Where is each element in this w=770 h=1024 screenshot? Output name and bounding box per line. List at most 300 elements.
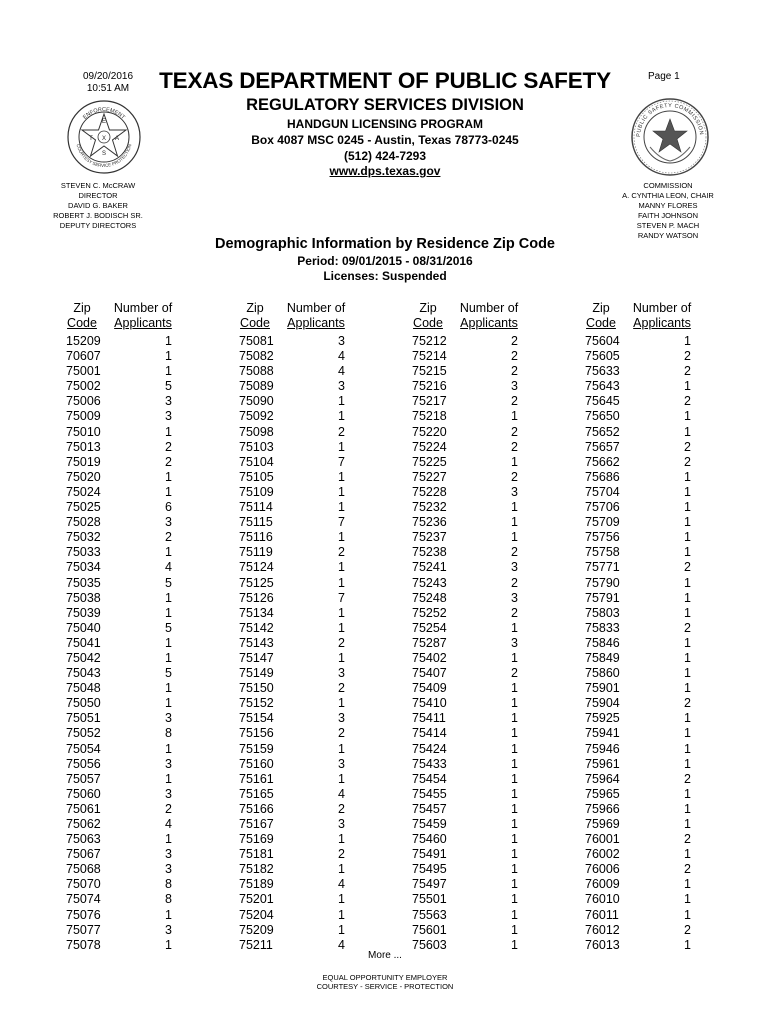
table-row (581, 591, 711, 606)
applicant-count-cell: 7 (338, 454, 345, 469)
applicant-count-cell: 3 (165, 786, 172, 801)
applicant-count-cell: 1 (165, 364, 172, 379)
zip-code-cell: 75060 (66, 786, 101, 801)
zip-code-cell: 75407 (412, 666, 447, 681)
seal-letter: A (114, 136, 120, 142)
applicant-count-cell: 1 (684, 711, 691, 726)
zip-code-cell: 75002 (66, 379, 101, 394)
zip-code-cell: 75704 (585, 484, 620, 499)
zip-table-column (408, 301, 538, 953)
table-row (581, 485, 711, 500)
applicant-count-cell: 2 (684, 364, 691, 379)
zip-code-cell: 75218 (412, 409, 447, 424)
zip-code-cell: 75074 (66, 892, 101, 907)
table-row (62, 440, 192, 455)
zip-code-cell: 75643 (585, 379, 620, 394)
applicant-count-cell: 1 (684, 545, 691, 560)
applicant-count-cell: 1 (684, 666, 691, 681)
applicant-count-cell: 1 (338, 484, 345, 499)
seal-letter: X (101, 136, 107, 142)
applicant-count-cell: 1 (338, 862, 345, 877)
zip-code-cell: 75025 (66, 500, 101, 515)
applicant-count-cell: 1 (511, 696, 518, 711)
applicant-count-cell: 1 (338, 620, 345, 635)
applicant-count-cell: 1 (338, 696, 345, 711)
zip-code-cell: 75424 (412, 741, 447, 756)
page-number: Page 1 (648, 71, 680, 82)
table-row (62, 379, 192, 394)
staff-line: RANDY WATSON (637, 231, 699, 240)
zip-code-cell: 75088 (239, 364, 274, 379)
zip-code-cell: 75040 (66, 620, 101, 635)
applicant-count-cell: 1 (165, 635, 172, 650)
zip-header-line2: Code (413, 316, 443, 330)
zip-code-cell: 75241 (412, 560, 447, 575)
staff-line: DEPUTY DIRECTORS (59, 221, 137, 230)
table-row (235, 696, 365, 711)
zip-code-cell: 75156 (239, 726, 274, 741)
applicant-count-cell: 3 (165, 756, 172, 771)
applicant-count-cell: 1 (511, 847, 518, 862)
applicant-count-cell: 1 (684, 424, 691, 439)
zip-code-cell: 75662 (585, 454, 620, 469)
applicant-count-cell: 3 (165, 862, 172, 877)
applicant-count-cell: 4 (338, 349, 345, 364)
zip-code-cell: 75849 (585, 650, 620, 665)
applicant-count-cell: 1 (338, 741, 345, 756)
applicants-header-line1: Number of (632, 301, 692, 315)
table-row (581, 470, 711, 485)
applicant-count-cell: 1 (165, 696, 172, 711)
zip-code-cell: 75215 (412, 364, 447, 379)
applicant-count-cell: 3 (338, 711, 345, 726)
zip-code-cell: 75709 (585, 515, 620, 530)
zip-code-cell: 75460 (412, 832, 447, 847)
staff-line: STEVEN C. McCRAW (60, 181, 136, 190)
table-row (581, 923, 711, 938)
applicant-count-cell: 3 (338, 756, 345, 771)
applicant-count-cell: 4 (338, 937, 345, 952)
applicant-count-cell: 2 (511, 605, 518, 620)
applicant-count-cell: 1 (684, 409, 691, 424)
zip-code-cell: 75236 (412, 515, 447, 530)
zip-code-cell: 75495 (412, 862, 447, 877)
applicant-count-cell: 8 (165, 892, 172, 907)
zip-code-cell: 75149 (239, 666, 274, 681)
zip-code-cell: 75189 (239, 877, 274, 892)
applicant-count-cell: 5 (165, 666, 172, 681)
zip-header-line2: Code (586, 316, 616, 330)
zip-code-cell: 75497 (412, 877, 447, 892)
applicant-count-cell: 2 (684, 454, 691, 469)
division-title: REGULATORY SERVICES DIVISION (246, 96, 524, 114)
zip-code-cell: 75166 (239, 801, 274, 816)
zip-code-cell: 75563 (412, 907, 447, 922)
zip-code-cell: 15209 (66, 334, 101, 348)
zip-code-cell: 75803 (585, 605, 620, 620)
table-row (581, 394, 711, 409)
zip-code-cell: 75051 (66, 711, 101, 726)
table-row (235, 606, 365, 621)
column-header (235, 301, 365, 333)
zip-code-cell: 75455 (412, 786, 447, 801)
applicant-count-cell: 2 (684, 439, 691, 454)
applicants-header (627, 301, 697, 331)
applicant-count-cell: 1 (338, 832, 345, 847)
applicant-count-cell: 1 (165, 349, 172, 364)
zip-code-cell: 75603 (412, 937, 447, 952)
table-row (581, 606, 711, 621)
zip-code-cell: 75076 (66, 907, 101, 922)
zip-code-cell: 75169 (239, 832, 274, 847)
table-row (62, 908, 192, 923)
table-row (62, 651, 192, 666)
zip-code-cell: 75109 (239, 484, 274, 499)
commission-list (612, 181, 724, 241)
applicant-count-cell: 2 (511, 334, 518, 348)
zip-code-cell: 75092 (239, 409, 274, 424)
table-row (581, 425, 711, 440)
applicant-count-cell: 1 (338, 575, 345, 590)
table-row (581, 334, 711, 349)
applicant-count-cell: 1 (511, 681, 518, 696)
staff-line: STEVEN P. MACH (636, 221, 700, 230)
staff-line: DIRECTOR (78, 191, 118, 200)
table-row (408, 621, 538, 636)
zip-code-cell: 75860 (585, 666, 620, 681)
license-status: Licenses: Suspended (323, 269, 447, 283)
zip-code-cell: 75686 (585, 469, 620, 484)
applicant-count-cell: 2 (165, 801, 172, 816)
applicant-count-cell: 3 (511, 379, 518, 394)
zip-code-cell: 75459 (412, 817, 447, 831)
table-row (62, 470, 192, 485)
applicant-count-cell: 2 (684, 771, 691, 786)
applicant-count-cell: 1 (684, 530, 691, 545)
table-row (408, 576, 538, 591)
zip-code-cell: 75601 (412, 922, 447, 937)
table-row (62, 591, 192, 606)
staff-line: A. CYNTHIA LEON, CHAIR (622, 191, 714, 200)
applicant-count-cell: 1 (338, 560, 345, 575)
zip-code-cell: 75758 (585, 545, 620, 560)
table-row (235, 621, 365, 636)
mailing-address: Box 4087 MSC 0245 - Austin, Texas 78773-0245 (251, 133, 519, 147)
applicant-count-cell: 1 (684, 756, 691, 771)
zip-code-cell: 75067 (66, 847, 101, 862)
zip-code-cell: 75089 (239, 379, 274, 394)
zip-code-cell: 75966 (585, 801, 620, 816)
table-row (62, 847, 192, 862)
table-row (408, 862, 538, 877)
applicant-count-cell: 1 (511, 650, 518, 665)
table-row (581, 364, 711, 379)
table-row (581, 379, 711, 394)
table-row (235, 636, 365, 651)
table-row (235, 787, 365, 802)
zip-code-cell: 75657 (585, 439, 620, 454)
table-row (581, 726, 711, 741)
table-row (235, 455, 365, 470)
applicant-count-cell: 3 (338, 334, 345, 348)
zip-code-cell: 75650 (585, 409, 620, 424)
applicants-header (454, 301, 524, 331)
zip-code-cell: 75706 (585, 500, 620, 515)
table-row (408, 485, 538, 500)
table-row (581, 651, 711, 666)
applicant-count-cell: 2 (511, 666, 518, 681)
table-row (62, 334, 192, 349)
zip-code-cell: 75501 (412, 892, 447, 907)
table-row (408, 455, 538, 470)
zip-code-cell: 76013 (585, 937, 620, 952)
table-row (62, 500, 192, 515)
applicant-count-cell: 1 (338, 892, 345, 907)
applicant-count-cell: 1 (165, 334, 172, 348)
applicant-count-cell: 2 (511, 469, 518, 484)
applicant-count-cell: 4 (165, 817, 172, 831)
table-row (581, 621, 711, 636)
staff-line: COMMISSION (643, 181, 693, 190)
applicant-count-cell: 4 (338, 877, 345, 892)
table-row (408, 470, 538, 485)
zip-code-cell: 75217 (412, 394, 447, 409)
zip-code-cell: 75126 (239, 590, 274, 605)
zip-code-cell: 75068 (66, 862, 101, 877)
zip-code-cell: 75220 (412, 424, 447, 439)
table-row (408, 742, 538, 757)
table-row (235, 349, 365, 364)
zip-code-cell: 75152 (239, 696, 274, 711)
zip-code-cell: 75165 (239, 786, 274, 801)
table-row (235, 892, 365, 907)
zip-code-cell: 75061 (66, 801, 101, 816)
zip-code-cell: 75116 (239, 530, 273, 545)
table-row (408, 530, 538, 545)
phone-number: (512) 424-7293 (343, 149, 427, 163)
table-row (408, 772, 538, 787)
table-row (62, 877, 192, 892)
report-title: Demographic Information by Residence Zip Code (215, 236, 555, 252)
zip-code-cell: 75433 (412, 756, 447, 771)
zip-code-cell: 76006 (585, 862, 620, 877)
applicant-count-cell: 5 (165, 379, 172, 394)
zip-code-cell: 75050 (66, 696, 101, 711)
applicant-count-cell: 1 (338, 771, 345, 786)
applicant-count-cell: 2 (684, 620, 691, 635)
table-row (62, 787, 192, 802)
applicant-count-cell: 1 (684, 500, 691, 515)
applicant-count-cell: 1 (511, 817, 518, 831)
seal-letter: E (101, 119, 107, 125)
table-row (581, 349, 711, 364)
table-row (62, 817, 192, 832)
table-row (408, 726, 538, 741)
table-row (581, 666, 711, 681)
zip-code-cell: 75756 (585, 530, 620, 545)
zip-header (62, 301, 102, 331)
zip-header-line1: Zip (73, 301, 91, 315)
zip-code-cell: 75201 (239, 892, 274, 907)
table-row (235, 908, 365, 923)
zip-header-line2: Code (240, 316, 270, 330)
table-row (408, 832, 538, 847)
table-row (581, 757, 711, 772)
zip-code-cell: 75154 (239, 711, 274, 726)
applicant-count-cell: 1 (338, 469, 345, 484)
applicant-count-cell: 2 (684, 560, 691, 575)
applicant-count-cell: 1 (684, 590, 691, 605)
applicant-count-cell: 7 (338, 515, 345, 530)
website-link[interactable]: www.dps.texas.gov (329, 164, 441, 178)
zip-code-cell: 75964 (585, 771, 620, 786)
table-row (62, 409, 192, 424)
zip-code-cell: 75790 (585, 575, 620, 590)
zip-code-cell: 75454 (412, 771, 447, 786)
table-row (408, 908, 538, 923)
table-row (235, 651, 365, 666)
zip-code-cell: 76012 (585, 922, 620, 937)
zip-code-cell: 75209 (239, 922, 274, 937)
zip-code-cell: 75227 (412, 469, 447, 484)
table-row (408, 560, 538, 575)
staff-line: ROBERT J. BODISCH SR. (53, 211, 143, 220)
applicant-count-cell: 2 (338, 801, 345, 816)
applicant-count-cell: 1 (511, 771, 518, 786)
table-row (408, 394, 538, 409)
applicant-count-cell: 1 (511, 454, 518, 469)
table-row (62, 364, 192, 379)
zip-code-cell: 75134 (239, 605, 274, 620)
applicant-count-cell: 1 (684, 635, 691, 650)
zip-code-cell: 75039 (66, 605, 101, 620)
table-row (408, 651, 538, 666)
zip-code-cell: 75457 (412, 801, 447, 816)
table-row (235, 530, 365, 545)
table-row (408, 606, 538, 621)
table-row (235, 545, 365, 560)
zip-code-cell: 75254 (412, 620, 447, 635)
table-row (62, 832, 192, 847)
table-row (408, 425, 538, 440)
applicant-count-cell: 3 (165, 394, 172, 409)
zip-code-cell: 75212 (412, 334, 447, 348)
applicant-count-cell: 2 (684, 696, 691, 711)
zip-code-cell: 75143 (239, 635, 274, 650)
table-row (408, 817, 538, 832)
table-row (62, 560, 192, 575)
applicants-header (281, 301, 351, 331)
zip-code-cell: 75181 (239, 847, 274, 862)
applicant-count-cell: 8 (165, 726, 172, 741)
zip-header (235, 301, 275, 331)
report-date: 09/20/2016 (82, 71, 134, 82)
table-row (235, 560, 365, 575)
applicant-count-cell: 1 (684, 379, 691, 394)
zip-code-cell: 75969 (585, 817, 620, 831)
table-row (235, 425, 365, 440)
applicant-count-cell: 1 (684, 334, 691, 348)
zip-code-cell: 75009 (66, 409, 101, 424)
applicant-count-cell: 1 (165, 771, 172, 786)
applicant-count-cell: 3 (165, 711, 172, 726)
table-row (581, 636, 711, 651)
table-row (581, 455, 711, 470)
table-row (62, 621, 192, 636)
applicant-count-cell: 1 (511, 937, 518, 952)
table-row (62, 455, 192, 470)
applicant-count-cell: 1 (684, 801, 691, 816)
zip-code-cell: 75414 (412, 726, 447, 741)
applicant-count-cell: 1 (338, 922, 345, 937)
zip-code-cell: 75287 (412, 635, 447, 650)
table-row (408, 787, 538, 802)
table-row (408, 892, 538, 907)
zip-code-cell: 75925 (585, 711, 620, 726)
table-row (62, 636, 192, 651)
table-row (62, 515, 192, 530)
table-row (235, 591, 365, 606)
table-row (62, 772, 192, 787)
zip-code-cell: 75604 (585, 334, 620, 348)
applicant-count-cell: 1 (165, 832, 172, 847)
zip-code-cell: 75082 (239, 349, 274, 364)
zip-code-cell: 75104 (239, 454, 274, 469)
zip-code-cell: 75033 (66, 545, 101, 560)
applicant-count-cell: 1 (338, 907, 345, 922)
applicant-count-cell: 2 (684, 862, 691, 877)
table-row (235, 681, 365, 696)
applicant-count-cell: 1 (684, 515, 691, 530)
table-row (408, 847, 538, 862)
zip-code-cell: 76011 (585, 907, 619, 922)
zip-code-cell: 75167 (239, 817, 274, 831)
applicant-count-cell: 1 (338, 500, 345, 515)
column-header (408, 301, 538, 333)
table-row (408, 681, 538, 696)
table-row (235, 877, 365, 892)
zip-code-cell: 75833 (585, 620, 620, 635)
table-row (62, 923, 192, 938)
applicant-count-cell: 1 (165, 424, 172, 439)
applicant-count-cell: 2 (338, 424, 345, 439)
zip-code-cell: 75901 (585, 681, 620, 696)
zip-code-cell: 75491 (412, 847, 447, 862)
zip-table-column (62, 301, 192, 953)
zip-code-cell: 75078 (66, 937, 101, 952)
zip-code-cell: 75114 (239, 500, 273, 515)
zip-code-cell: 76001 (585, 832, 620, 847)
zip-code-cell: 75159 (239, 741, 274, 756)
zip-code-cell: 75038 (66, 590, 101, 605)
table-row (408, 666, 538, 681)
applicant-count-cell: 3 (338, 666, 345, 681)
table-row (62, 530, 192, 545)
applicant-count-cell: 1 (684, 877, 691, 892)
applicant-count-cell: 4 (338, 786, 345, 801)
zip-code-cell: 76010 (585, 892, 620, 907)
table-row (235, 364, 365, 379)
zip-code-cell: 75035 (66, 575, 101, 590)
zip-header-line1: Zip (419, 301, 437, 315)
zip-code-cell: 75054 (66, 741, 101, 756)
zip-code-cell: 75237 (412, 530, 447, 545)
applicant-count-cell: 1 (511, 726, 518, 741)
applicant-count-cell: 1 (511, 862, 518, 877)
zip-code-cell: 70607 (66, 349, 101, 364)
applicant-count-cell: 3 (511, 590, 518, 605)
table-row (62, 742, 192, 757)
